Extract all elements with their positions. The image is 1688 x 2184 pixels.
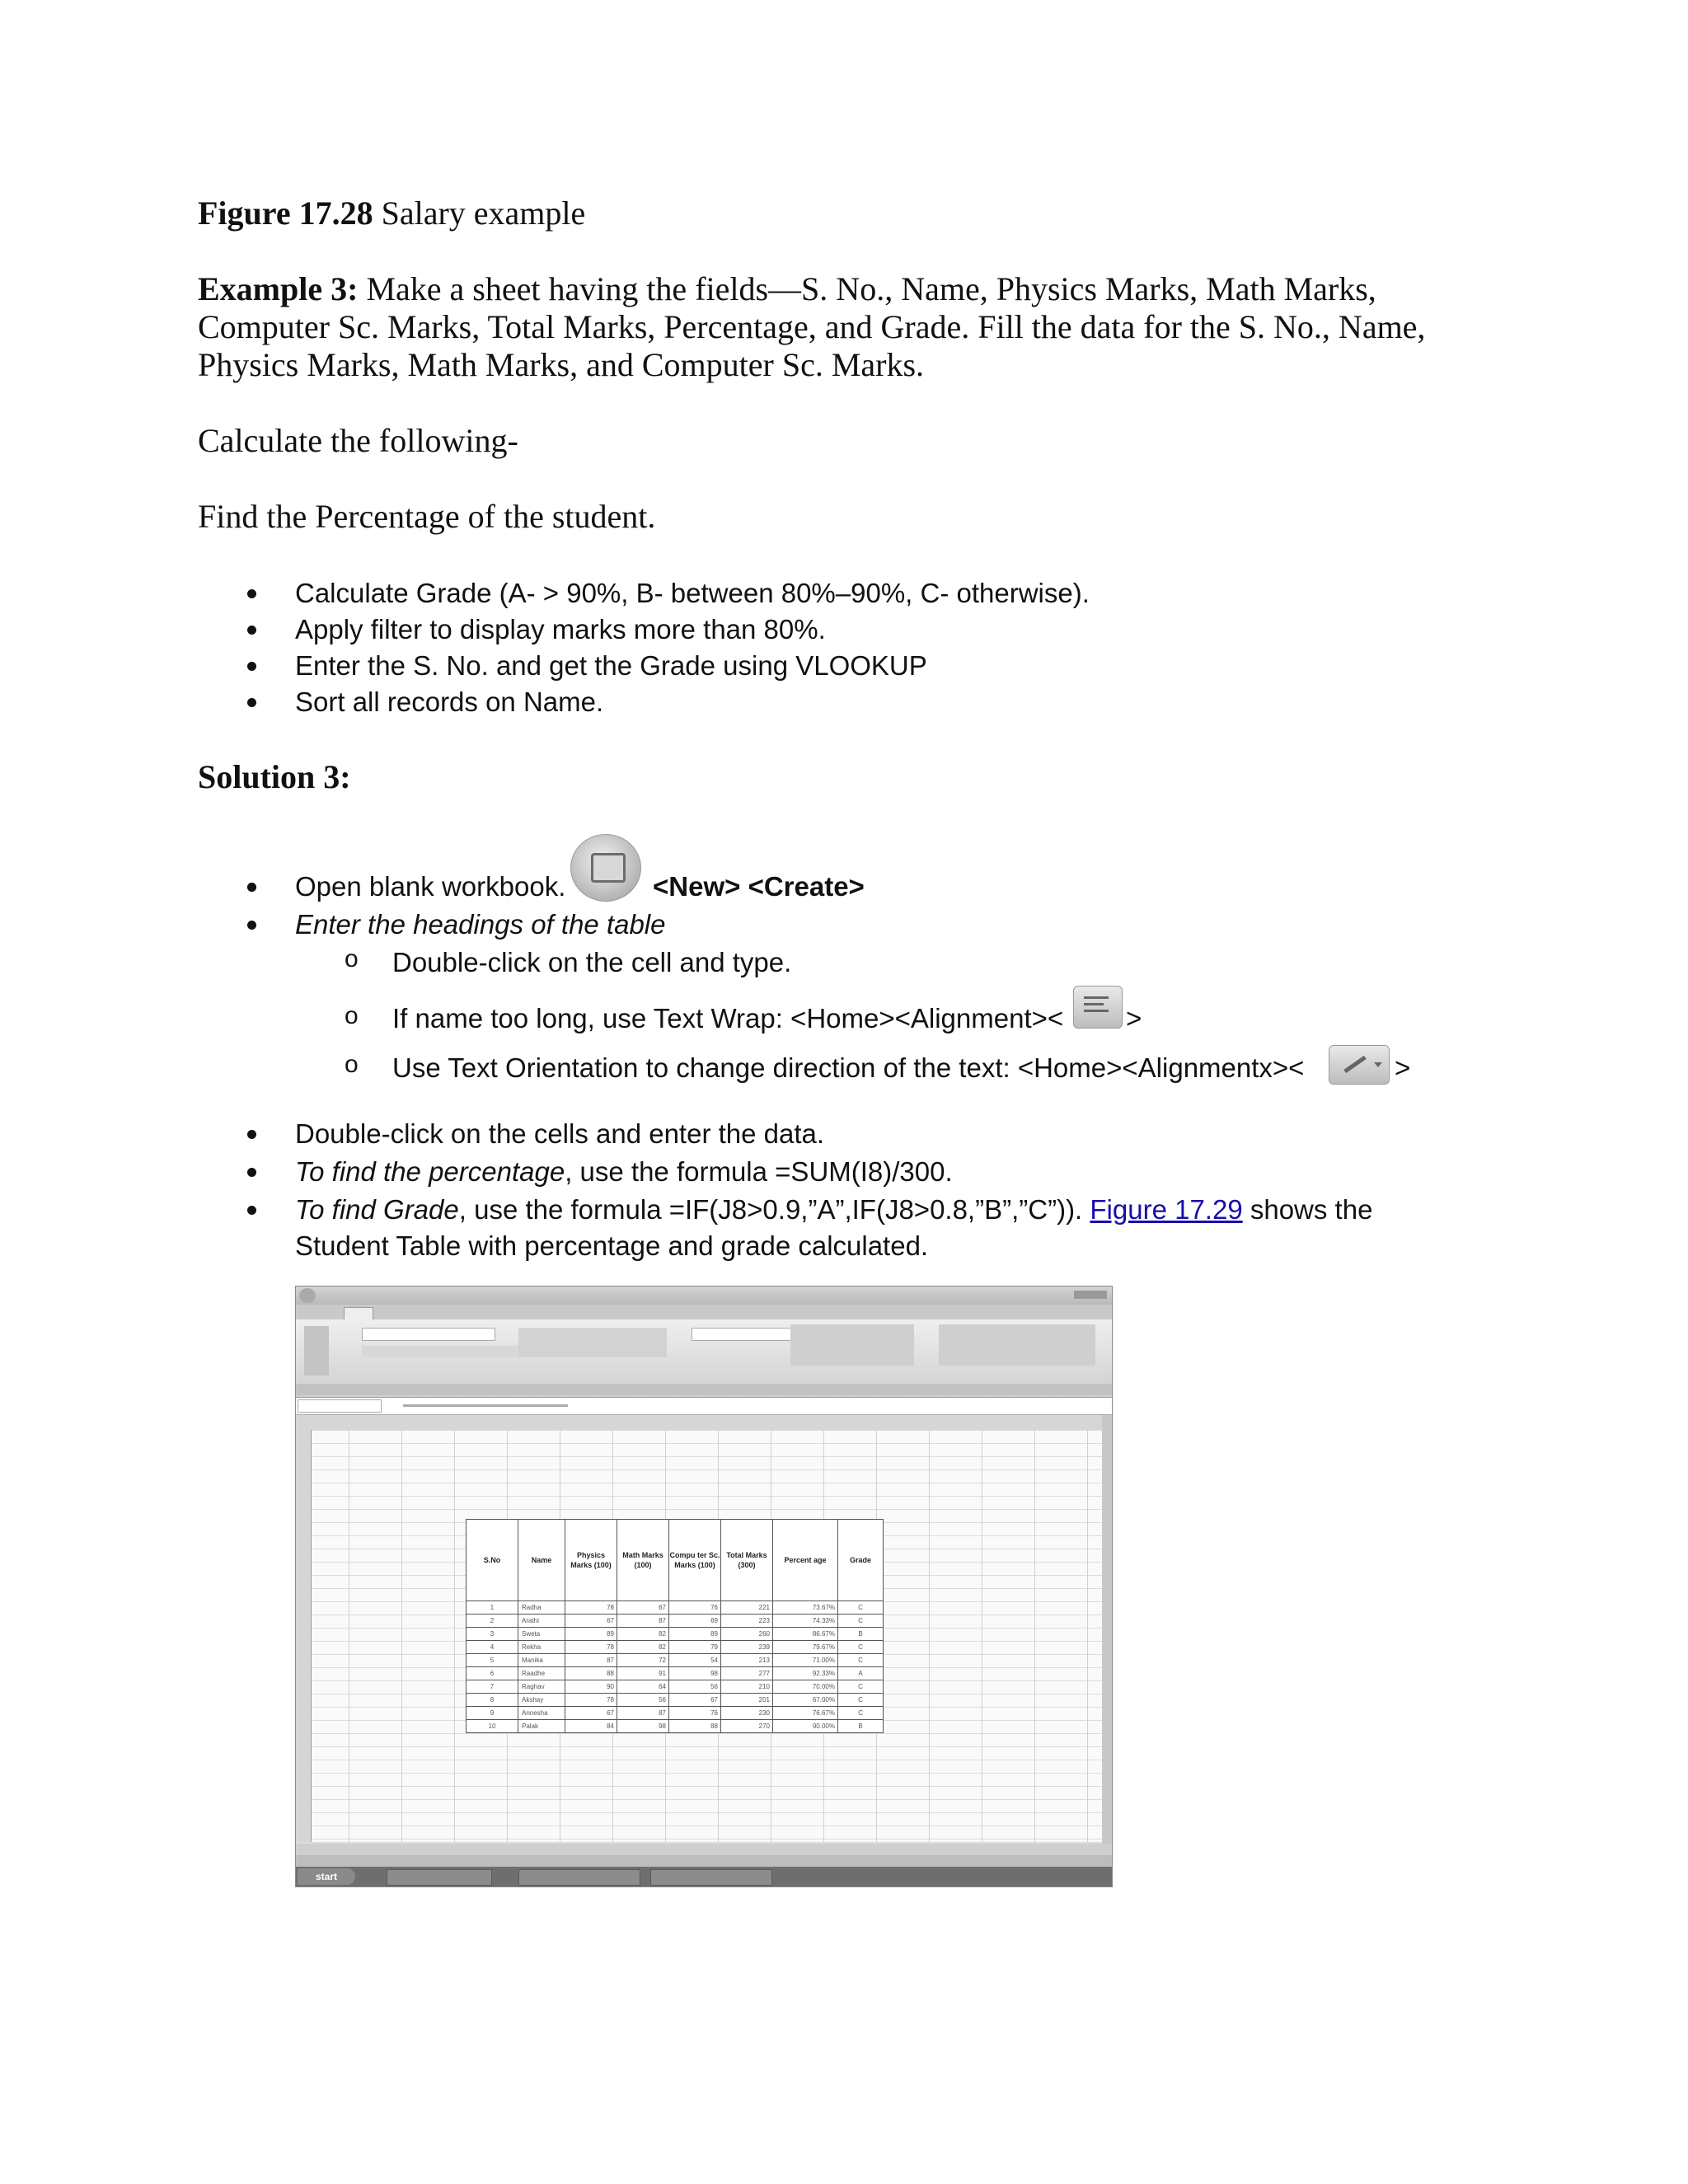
table-header: Percent age — [773, 1520, 838, 1601]
solution-heading: Solution 3: — [198, 758, 351, 795]
sub-step-text-wrap: If name too long, use Text Wrap: <Home><Alignment>< — [392, 1003, 1064, 1033]
table-cell[interactable]: 9 — [467, 1707, 518, 1720]
bullet-icon — [247, 1130, 256, 1139]
table-cell[interactable]: 260 — [721, 1628, 773, 1641]
table-cell[interactable]: B — [838, 1628, 884, 1641]
table-cell[interactable]: 230 — [721, 1707, 773, 1720]
table-cell[interactable]: 221 — [721, 1601, 773, 1615]
table-row — [467, 1667, 884, 1680]
table-row — [467, 1615, 884, 1628]
table-row — [467, 1680, 884, 1694]
sub-step-text-wrap-close: > — [1126, 1003, 1142, 1033]
window-controls-icon — [1074, 1291, 1107, 1299]
step-open-command: <New> <Create> — [653, 871, 865, 902]
taskbar-item[interactable] — [650, 1869, 772, 1886]
taskbar-item[interactable] — [518, 1869, 640, 1886]
table-cell[interactable]: 73.67% — [773, 1601, 838, 1615]
table-cell[interactable]: 213 — [721, 1654, 773, 1667]
sub-bullet-icon: o — [345, 1002, 359, 1029]
bullet-icon — [247, 883, 256, 892]
table-cell[interactable]: 89 — [669, 1628, 721, 1641]
table-cell[interactable]: C — [838, 1641, 884, 1654]
table-cell[interactable]: 78 — [565, 1694, 617, 1707]
table-cell[interactable]: Rekha — [518, 1641, 565, 1654]
bullet-icon — [247, 921, 256, 930]
formula-bar[interactable] — [296, 1398, 1112, 1415]
bullet-icon — [247, 1206, 256, 1215]
table-cell[interactable]: 210 — [721, 1680, 773, 1694]
table-cell[interactable]: 76.67% — [773, 1707, 838, 1720]
table-cell[interactable]: 90.00% — [773, 1720, 838, 1733]
table-cell[interactable]: 67 — [669, 1694, 721, 1707]
table-cell[interactable]: 76 — [669, 1601, 721, 1615]
table-cell[interactable]: 78 — [565, 1601, 617, 1615]
table-cell[interactable]: C — [838, 1680, 884, 1694]
table-cell[interactable]: 6 — [467, 1667, 518, 1680]
start-button[interactable]: start — [298, 1868, 355, 1885]
table-header: Grade — [838, 1520, 884, 1601]
table-cell[interactable]: 74.33% — [773, 1615, 838, 1628]
table-row — [467, 1628, 884, 1641]
table-cell[interactable]: 67 — [565, 1707, 617, 1720]
table-cell[interactable]: 1 — [467, 1601, 518, 1615]
step-open-text: Open blank workbook. — [295, 871, 566, 902]
table-cell[interactable]: 54 — [669, 1654, 721, 1667]
table-row — [467, 1601, 884, 1615]
table-cell[interactable]: 4 — [467, 1641, 518, 1654]
table-cell[interactable]: Palak — [518, 1720, 565, 1733]
cells-editing-group — [939, 1324, 1095, 1366]
table-cell[interactable]: C — [838, 1615, 884, 1628]
table-cell[interactable]: 98 — [617, 1720, 669, 1733]
table-cell[interactable]: 8 — [467, 1694, 518, 1707]
table-header: Math Marks (100) — [617, 1520, 669, 1601]
list-item: Apply filter to display marks more than 80%. — [198, 612, 1090, 648]
figure-caption — [198, 194, 585, 232]
table-cell[interactable]: 67 — [617, 1601, 669, 1615]
table-header: Compu ter Sc. Marks (100) — [669, 1520, 721, 1601]
table-header: S.No — [467, 1520, 518, 1601]
bullet-icon — [247, 1168, 256, 1177]
taskbar — [296, 1867, 1112, 1886]
table-header: Total Marks (300) — [721, 1520, 773, 1601]
sub-step-orientation: Use Text Orientation to change direction of the text: <Home><Alignmentx>< — [392, 1052, 1305, 1083]
table-cell[interactable]: 277 — [721, 1667, 773, 1680]
table-cell[interactable]: B — [838, 1720, 884, 1733]
table-cell[interactable]: 88 — [669, 1720, 721, 1733]
student-table — [466, 1519, 884, 1733]
table-cell[interactable]: C — [838, 1694, 884, 1707]
table-cell[interactable]: 87 — [617, 1707, 669, 1720]
sub-bullet-icon: o — [345, 945, 359, 972]
table-cell[interactable]: 76 — [669, 1707, 721, 1720]
table-cell[interactable]: 98 — [669, 1667, 721, 1680]
table-cell[interactable]: 70.00% — [773, 1680, 838, 1694]
table-cell[interactable]: Sweta — [518, 1628, 565, 1641]
table-cell[interactable]: 71.00% — [773, 1654, 838, 1667]
table-cell[interactable]: 270 — [721, 1720, 773, 1733]
sub-bullet-icon: o — [345, 1051, 359, 1078]
excel-ribbon — [296, 1319, 1112, 1398]
find-line: Find the Percentage of the student. — [198, 498, 656, 535]
bullet-icon — [247, 589, 256, 598]
table-cell[interactable]: 84 — [565, 1720, 617, 1733]
table-cell[interactable]: 90 — [565, 1680, 617, 1694]
table-cell[interactable]: 2 — [467, 1615, 518, 1628]
text-orientation-icon — [1329, 1045, 1390, 1085]
figure-caption-text: Salary example — [373, 194, 586, 232]
table-cell[interactable]: 67.00% — [773, 1694, 838, 1707]
number-format-select[interactable] — [692, 1328, 792, 1341]
paste-icon — [304, 1326, 329, 1376]
example-paragraph — [198, 270, 1459, 384]
excel-screenshot — [295, 1286, 1113, 1887]
table-cell[interactable]: 87 — [617, 1615, 669, 1628]
table-cell[interactable]: A — [838, 1667, 884, 1680]
table-cell[interactable]: 69 — [669, 1615, 721, 1628]
table-cell[interactable]: Radha — [518, 1601, 565, 1615]
font-formatting-group — [362, 1346, 527, 1357]
table-cell[interactable]: 86.67% — [773, 1628, 838, 1641]
table-cell[interactable]: 10 — [467, 1720, 518, 1733]
table-cell[interactable]: 56 — [617, 1694, 669, 1707]
table-cell[interactable]: 3 — [467, 1628, 518, 1641]
status-bar — [296, 1855, 1112, 1867]
table-cell[interactable]: 78 — [565, 1641, 617, 1654]
table-cell[interactable]: Raadhe — [518, 1667, 565, 1680]
styles-group — [790, 1324, 914, 1366]
list-item: Sort all records on Name. — [198, 684, 1090, 720]
table-cell[interactable]: 88 — [565, 1667, 617, 1680]
task-list — [198, 575, 1090, 720]
sheet-tabs[interactable] — [296, 1844, 1112, 1855]
table-header: Physics Marks (100) — [565, 1520, 617, 1601]
table-cell[interactable]: 67 — [565, 1615, 617, 1628]
excel-ribbon-tabs — [296, 1305, 1112, 1319]
table-row — [467, 1654, 884, 1667]
step-percentage: To find the percentage, use the formula =SUM(I8)/300. — [295, 1156, 953, 1187]
table-cell[interactable]: 91 — [617, 1667, 669, 1680]
wrap-text-icon — [1073, 986, 1123, 1029]
step-headings: Enter the headings of the table — [295, 909, 666, 940]
list-item: Enter the S. No. and get the Grade using VLOOKUP — [198, 648, 1090, 684]
table-cell[interactable]: 82 — [617, 1628, 669, 1641]
table-cell[interactable]: 72 — [617, 1654, 669, 1667]
table-row — [467, 1694, 884, 1707]
table-cell[interactable]: 5 — [467, 1654, 518, 1667]
alignment-group — [518, 1328, 667, 1357]
table-cell[interactable]: Akshay — [518, 1694, 565, 1707]
figure-17-29-link[interactable]: Figure 17.29 — [1090, 1194, 1243, 1225]
table-header: Name — [518, 1520, 565, 1601]
table-cell[interactable]: Arathi — [518, 1615, 565, 1628]
bullet-icon — [247, 626, 256, 635]
name-box[interactable] — [298, 1399, 382, 1413]
example-label: Example 3: — [198, 270, 359, 307]
vertical-scrollbar[interactable] — [1102, 1415, 1112, 1844]
sub-step-double-click: Double-click on the cell and type. — [392, 947, 792, 977]
table-cell[interactable]: 223 — [721, 1615, 773, 1628]
table-row — [467, 1720, 884, 1733]
bullet-icon — [247, 698, 256, 707]
figure-caption-label: Figure 17.28 — [198, 194, 373, 232]
row-headers — [296, 1430, 312, 1842]
list-item: Calculate Grade (A- > 90%, B- between 80%–90%, C- otherwise). — [198, 575, 1090, 612]
table-cell[interactable]: 79.67% — [773, 1641, 838, 1654]
table-cell[interactable]: Annesha — [518, 1707, 565, 1720]
office-button-icon — [299, 1288, 316, 1303]
table-cell[interactable]: Manika — [518, 1654, 565, 1667]
table-cell[interactable]: 82 — [617, 1641, 669, 1654]
table-row — [467, 1641, 884, 1654]
table-cell[interactable]: Raghav — [518, 1680, 565, 1694]
table-cell[interactable]: C — [838, 1654, 884, 1667]
table-cell[interactable]: 87 — [565, 1654, 617, 1667]
taskbar-item[interactable] — [387, 1869, 492, 1886]
font-select[interactable] — [362, 1328, 495, 1341]
table-cell[interactable]: 79 — [669, 1641, 721, 1654]
table-cell[interactable]: 89 — [565, 1628, 617, 1641]
table-cell[interactable]: 64 — [617, 1680, 669, 1694]
table-cell[interactable]: 56 — [669, 1680, 721, 1694]
column-headers — [296, 1415, 1112, 1431]
table-cell[interactable]: 92.33% — [773, 1667, 838, 1680]
table-cell[interactable]: C — [838, 1707, 884, 1720]
step-enter-data: Double-click on the cells and enter the data. — [295, 1118, 825, 1149]
step-grade: To find Grade, use the formula =IF(J8>0.9,”A”,IF(J8>0.8,”B”,”C”)). Figure 17.29 shows the Student Table with percentage and grade calculated. — [295, 1194, 1373, 1261]
table-cell[interactable]: 7 — [467, 1680, 518, 1694]
bullet-icon — [247, 662, 256, 671]
table-cell[interactable]: C — [838, 1601, 884, 1615]
table-row — [467, 1707, 884, 1720]
calculate-line: Calculate the following- — [198, 422, 518, 459]
office-button-icon — [570, 834, 641, 902]
example-text: Make a sheet having the fields—S. No., Name, Physics Marks, Math Marks, Computer Sc. Marks, Total Marks, Percentage, and Grade. Fill the data for the S. No., Name, Physics Marks, Math Marks, and Computer Sc. Marks. — [198, 270, 1426, 383]
excel-title-bar — [296, 1286, 1112, 1305]
sub-step-orientation-close: > — [1395, 1052, 1411, 1083]
table-cell[interactable]: 201 — [721, 1694, 773, 1707]
table-cell[interactable]: 239 — [721, 1641, 773, 1654]
